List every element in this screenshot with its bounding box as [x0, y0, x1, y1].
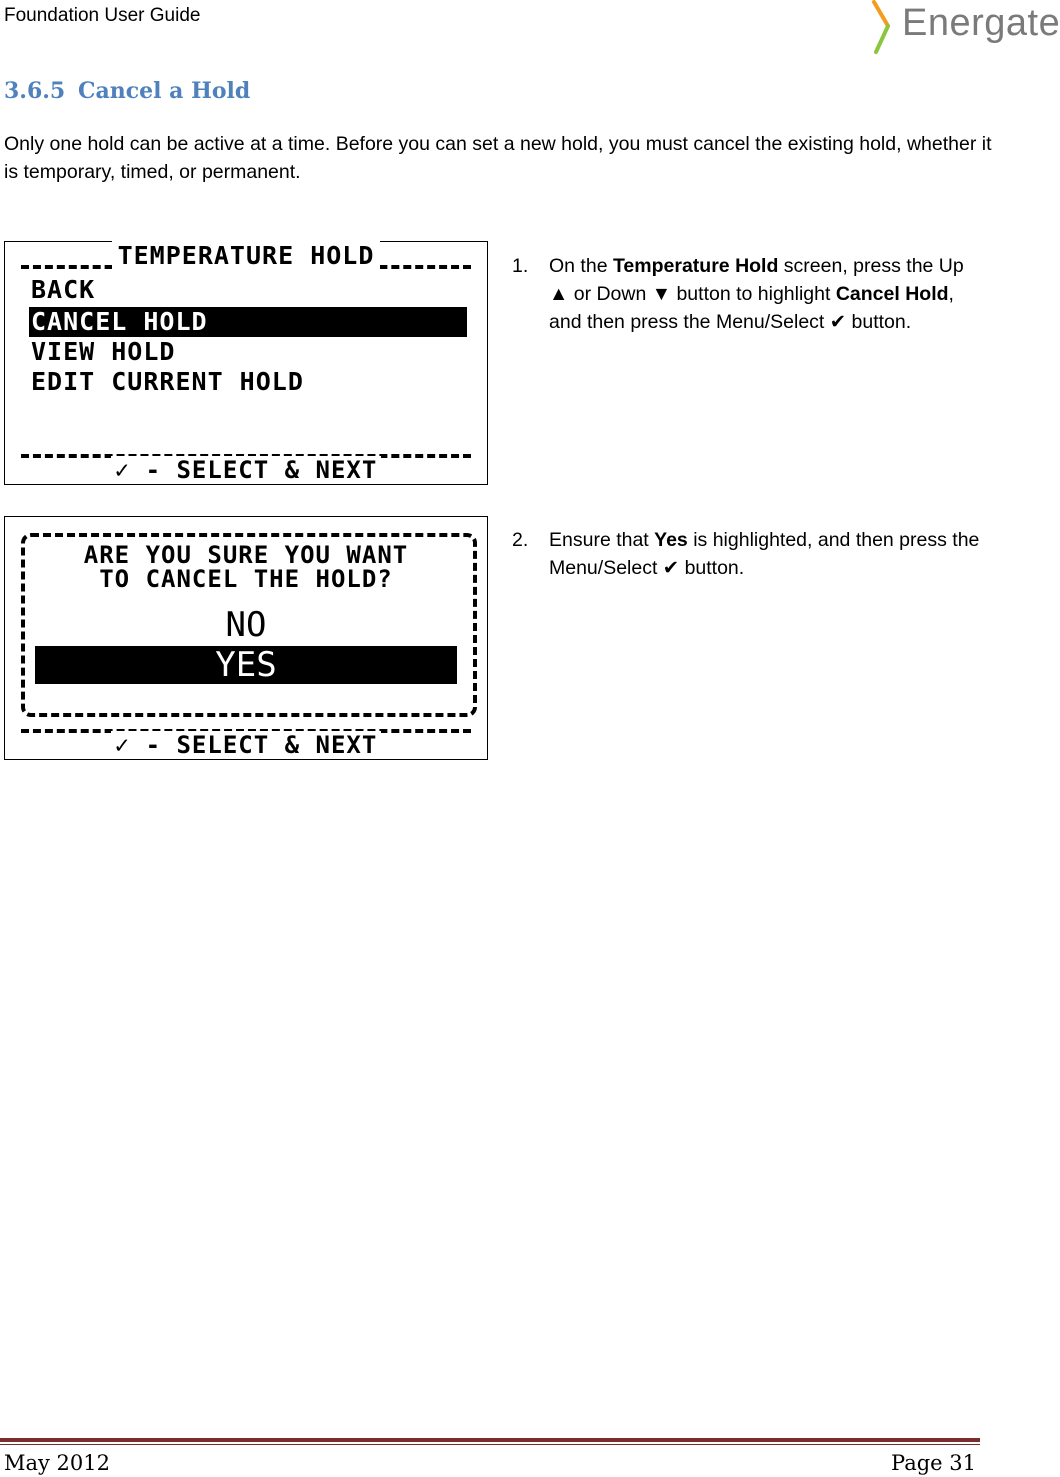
step-1	[512, 252, 982, 336]
menu-item-back: BACK	[31, 275, 96, 304]
footer-rule	[0, 1438, 980, 1442]
option-no: NO	[225, 605, 267, 645]
menu-item-view-hold: VIEW HOLD	[31, 337, 176, 366]
intro-paragraph: Only one hold can be active at a time. Before you can set a new hold, you must cancel the existing hold, whether it is temporary, timed, or permanent.	[4, 133, 992, 183]
step-number: 1.	[512, 255, 529, 277]
option-yes: YES	[35, 646, 457, 684]
lcd-screen-temperature-hold	[4, 241, 488, 485]
section-heading	[4, 78, 250, 104]
section-title: Cancel a Hold	[78, 78, 251, 104]
footer-page-number: Page 31	[891, 1451, 976, 1475]
menu-item-cancel-hold: CANCEL HOLD	[29, 307, 467, 337]
step-text: On the Temperature Hold screen, press the Up ▲ or Down ▼ button to highlight Cancel Hold, and then press the Menu/Select ✔ button.	[549, 255, 964, 333]
section-number: 3.6.5	[4, 78, 66, 104]
step-number: 2.	[512, 529, 529, 551]
footer-rule-thin	[0, 1444, 980, 1445]
lcd-footer: ✓ - SELECT & NEXT	[5, 731, 487, 759]
lcd-footer: ✓ - SELECT & NEXT	[5, 456, 487, 484]
lcd-title: TEMPERATURE HOLD	[5, 241, 487, 270]
step-2	[512, 526, 982, 582]
step-text: Ensure that Yes is highlighted, and then press the Menu/Select ✔ button.	[549, 529, 980, 579]
confirm-question: ARE YOU SURE YOU WANT TO CANCEL THE HOLD?	[83, 541, 409, 593]
lcd-screen-cancel-confirm	[4, 516, 488, 760]
logo-text: Energate	[902, 2, 1060, 44]
menu-item-edit-current-hold: EDIT CURRENT HOLD	[31, 367, 304, 396]
footer-date: May 2012	[4, 1451, 111, 1475]
energate-logo	[868, 0, 1060, 56]
document-header-title: Foundation User Guide	[4, 5, 201, 26]
